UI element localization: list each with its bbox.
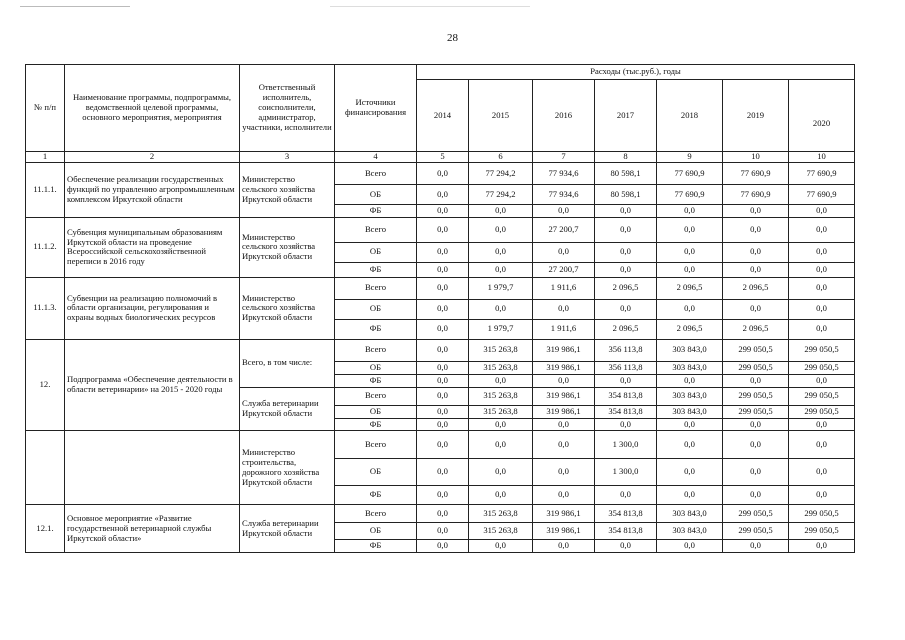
amount-cell: 299 050,5: [723, 339, 789, 361]
amount-cell: 319 986,1: [533, 505, 595, 523]
amount-cell: 299 050,5: [789, 505, 855, 523]
scan-artifact-right: [330, 6, 530, 7]
funding-source: ОБ: [335, 405, 417, 418]
amount-cell: 0,0: [417, 540, 469, 553]
amount-cell: 0,0: [595, 540, 657, 553]
amount-cell: 299 050,5: [789, 361, 855, 374]
column-number: 1: [26, 152, 65, 163]
funding-source: Всего: [335, 505, 417, 523]
amount-cell: 315 263,8: [469, 387, 533, 405]
column-number: 10: [723, 152, 789, 163]
amount-cell: 0,0: [417, 217, 469, 242]
amount-cell: 0,0: [723, 374, 789, 387]
row-name: Субвенции на реализацию полномочий в области организации, регулирования и охраны водных биологических ресурсов: [65, 277, 240, 339]
amount-cell: 0,0: [417, 405, 469, 418]
row-responsible: Служба ветеринарии Иркутской области: [240, 387, 335, 431]
amount-cell: 0,0: [657, 459, 723, 486]
row-name: Подпрограмма «Обеспечение деятельности в области ветеринарии» на 2015 - 2020 годы: [65, 339, 240, 431]
row-index: 11.1.1.: [26, 163, 65, 218]
amount-cell: 315 263,8: [469, 505, 533, 523]
funding-source: ФБ: [335, 540, 417, 553]
amount-cell: 0,0: [469, 374, 533, 387]
amount-cell: 0,0: [789, 486, 855, 505]
amount-cell: 354 813,8: [595, 387, 657, 405]
amount-cell: 0,0: [657, 486, 723, 505]
row-index: 12.: [26, 339, 65, 431]
amount-cell: 0,0: [469, 242, 533, 262]
funding-source: ОБ: [335, 523, 417, 540]
amount-cell: 315 263,8: [469, 361, 533, 374]
amount-cell: 0,0: [417, 319, 469, 339]
amount-cell: 0,0: [723, 486, 789, 505]
funding-source: Всего: [335, 387, 417, 405]
header-name: Наименование программы, подпрограммы, ведомственной целевой программы, основного мероприятия, мероприятия: [65, 65, 240, 152]
amount-cell: 0,0: [417, 374, 469, 387]
column-number: 4: [335, 152, 417, 163]
amount-cell: 0,0: [417, 361, 469, 374]
amount-cell: 0,0: [533, 459, 595, 486]
scan-artifact-left: [20, 6, 130, 7]
header-num: № п/п: [26, 65, 65, 152]
funding-source: ОБ: [335, 361, 417, 374]
amount-cell: 77 294,2: [469, 163, 533, 185]
amount-cell: 0,0: [657, 262, 723, 277]
amount-cell: 0,0: [789, 277, 855, 299]
amount-cell: 1 979,7: [469, 277, 533, 299]
header-source: Источники финансирования: [335, 65, 417, 152]
funding-source: ФБ: [335, 486, 417, 505]
amount-cell: 354 813,8: [595, 505, 657, 523]
column-number: 9: [657, 152, 723, 163]
amount-cell: 0,0: [595, 262, 657, 277]
amount-cell: 0,0: [657, 418, 723, 431]
amount-cell: 303 843,0: [657, 505, 723, 523]
row-index: 11.1.3.: [26, 277, 65, 339]
row-index: [26, 431, 65, 505]
amount-cell: 0,0: [469, 540, 533, 553]
funding-source: Всего: [335, 217, 417, 242]
amount-cell: 0,0: [533, 486, 595, 505]
amount-cell: 319 986,1: [533, 361, 595, 374]
amount-cell: 0,0: [469, 486, 533, 505]
column-number: 5: [417, 152, 469, 163]
amount-cell: 2 096,5: [657, 277, 723, 299]
header-year: 2015: [469, 80, 533, 152]
amount-cell: 0,0: [789, 299, 855, 319]
funding-source: ФБ: [335, 374, 417, 387]
amount-cell: 0,0: [533, 418, 595, 431]
amount-cell: 1 300,0: [595, 459, 657, 486]
amount-cell: 0,0: [723, 262, 789, 277]
amount-cell: 0,0: [469, 418, 533, 431]
amount-cell: 0,0: [533, 540, 595, 553]
row-name: [65, 431, 240, 505]
amount-cell: 315 263,8: [469, 405, 533, 418]
amount-cell: 315 263,8: [469, 339, 533, 361]
header-year: 2018: [657, 80, 723, 152]
amount-cell: 0,0: [789, 217, 855, 242]
funding-source: Всего: [335, 277, 417, 299]
amount-cell: 0,0: [469, 431, 533, 459]
amount-cell: 2 096,5: [723, 319, 789, 339]
amount-cell: 0,0: [723, 299, 789, 319]
amount-cell: 0,0: [469, 262, 533, 277]
amount-cell: 0,0: [595, 418, 657, 431]
amount-cell: 299 050,5: [723, 523, 789, 540]
header-expenses: Расходы (тыс.руб.), годы: [417, 65, 855, 80]
amount-cell: 0,0: [595, 299, 657, 319]
amount-cell: 77 690,9: [789, 185, 855, 205]
row-name: Субвенция муниципальным образованиям Иркутской области на проведение Всероссийской сельскохозяйственной переписи в 2016 году: [65, 217, 240, 277]
amount-cell: 0,0: [789, 418, 855, 431]
amount-cell: 299 050,5: [723, 405, 789, 418]
amount-cell: 0,0: [657, 217, 723, 242]
amount-cell: 356 113,8: [595, 361, 657, 374]
amount-cell: 319 986,1: [533, 387, 595, 405]
funding-source: Всего: [335, 339, 417, 361]
page-number: 28: [447, 32, 458, 44]
column-number: 2: [65, 152, 240, 163]
amount-cell: 319 986,1: [533, 405, 595, 418]
column-number: 7: [533, 152, 595, 163]
funding-source: Всего: [335, 431, 417, 459]
row-name: Обеспечение реализации государственных функций по управлению агропромышленным комплексом Иркутской области: [65, 163, 240, 218]
amount-cell: 0,0: [789, 459, 855, 486]
funding-source: ФБ: [335, 262, 417, 277]
amount-cell: 303 843,0: [657, 523, 723, 540]
amount-cell: 319 986,1: [533, 339, 595, 361]
amount-cell: 0,0: [417, 339, 469, 361]
row-responsible: Всего, в том числе:: [240, 339, 335, 387]
row-name: Основное мероприятие «Развитие государственной ветеринарной службы Иркутской области»: [65, 505, 240, 553]
amount-cell: 0,0: [723, 205, 789, 218]
amount-cell: 77 690,9: [789, 163, 855, 185]
amount-cell: 0,0: [417, 431, 469, 459]
funding-source: ОБ: [335, 242, 417, 262]
row-index: 12.1.: [26, 505, 65, 553]
budget-table: [25, 64, 855, 553]
amount-cell: 0,0: [789, 540, 855, 553]
table-row: [26, 431, 855, 459]
amount-cell: 1 911,6: [533, 277, 595, 299]
amount-cell: 0,0: [723, 242, 789, 262]
amount-cell: 0,0: [417, 262, 469, 277]
amount-cell: 0,0: [469, 299, 533, 319]
amount-cell: 0,0: [657, 374, 723, 387]
amount-cell: 0,0: [595, 217, 657, 242]
amount-cell: 0,0: [469, 205, 533, 218]
column-number: 3: [240, 152, 335, 163]
amount-cell: 0,0: [533, 374, 595, 387]
amount-cell: 77 690,9: [657, 185, 723, 205]
amount-cell: 0,0: [595, 242, 657, 262]
header-responsible: Ответственный исполнитель, соисполнители, администратор, участники, исполнители: [240, 65, 335, 152]
amount-cell: 77 934,6: [533, 163, 595, 185]
amount-cell: 0,0: [723, 217, 789, 242]
amount-cell: 0,0: [417, 163, 469, 185]
amount-cell: 0,0: [595, 205, 657, 218]
table-row: [26, 277, 855, 299]
column-number-row: [26, 152, 855, 163]
amount-cell: 27 200,7: [533, 262, 595, 277]
funding-source: ФБ: [335, 319, 417, 339]
funding-source: Всего: [335, 163, 417, 185]
amount-cell: 0,0: [789, 242, 855, 262]
amount-cell: 1 300,0: [595, 431, 657, 459]
amount-cell: 0,0: [469, 217, 533, 242]
amount-cell: 0,0: [723, 431, 789, 459]
amount-cell: 27 200,7: [533, 217, 595, 242]
amount-cell: 299 050,5: [723, 361, 789, 374]
amount-cell: 0,0: [417, 459, 469, 486]
amount-cell: 77 690,9: [723, 185, 789, 205]
amount-cell: 80 598,1: [595, 185, 657, 205]
amount-cell: 1 911,6: [533, 319, 595, 339]
amount-cell: 303 843,0: [657, 339, 723, 361]
amount-cell: 0,0: [723, 459, 789, 486]
funding-source: ОБ: [335, 299, 417, 319]
amount-cell: 303 843,0: [657, 361, 723, 374]
row-index: 11.1.2.: [26, 217, 65, 277]
amount-cell: 354 813,8: [595, 523, 657, 540]
header-year: 2014: [417, 80, 469, 152]
amount-cell: 77 294,2: [469, 185, 533, 205]
amount-cell: 299 050,5: [723, 505, 789, 523]
amount-cell: 77 934,6: [533, 185, 595, 205]
amount-cell: 299 050,5: [789, 339, 855, 361]
amount-cell: 354 813,8: [595, 405, 657, 418]
amount-cell: 0,0: [417, 505, 469, 523]
amount-cell: 0,0: [723, 418, 789, 431]
amount-cell: 80 598,1: [595, 163, 657, 185]
amount-cell: 0,0: [723, 540, 789, 553]
amount-cell: 0,0: [657, 242, 723, 262]
column-number: 10: [789, 152, 855, 163]
amount-cell: 0,0: [789, 431, 855, 459]
table-row: [26, 505, 855, 523]
header-year: 2017: [595, 80, 657, 152]
amount-cell: 0,0: [789, 205, 855, 218]
row-responsible: Министерство сельского хозяйства Иркутской области: [240, 217, 335, 277]
amount-cell: 0,0: [789, 374, 855, 387]
amount-cell: 315 263,8: [469, 523, 533, 540]
table-row: [26, 163, 855, 185]
amount-cell: 0,0: [657, 431, 723, 459]
amount-cell: 0,0: [657, 299, 723, 319]
table-row: [26, 339, 855, 361]
funding-source: ОБ: [335, 185, 417, 205]
column-number: 6: [469, 152, 533, 163]
amount-cell: 0,0: [417, 486, 469, 505]
funding-source: ОБ: [335, 459, 417, 486]
row-responsible: Министерство сельского хозяйства Иркутской области: [240, 163, 335, 218]
header-year: 2020: [789, 80, 855, 152]
amount-cell: 2 096,5: [723, 277, 789, 299]
amount-cell: 2 096,5: [595, 277, 657, 299]
row-responsible: Служба ветеринарии Иркутской области: [240, 505, 335, 553]
funding-source: ФБ: [335, 205, 417, 218]
row-responsible: Министерство сельского хозяйства Иркутской области: [240, 277, 335, 339]
amount-cell: 0,0: [417, 242, 469, 262]
amount-cell: 0,0: [417, 299, 469, 319]
amount-cell: 77 690,9: [723, 163, 789, 185]
amount-cell: 0,0: [417, 387, 469, 405]
amount-cell: 0,0: [417, 418, 469, 431]
amount-cell: 0,0: [789, 319, 855, 339]
header-year: 2019: [723, 80, 789, 152]
amount-cell: 299 050,5: [789, 523, 855, 540]
amount-cell: 2 096,5: [595, 319, 657, 339]
amount-cell: 0,0: [595, 374, 657, 387]
amount-cell: 0,0: [533, 205, 595, 218]
amount-cell: 0,0: [789, 262, 855, 277]
header-year: 2016: [533, 80, 595, 152]
amount-cell: 303 843,0: [657, 405, 723, 418]
amount-cell: 0,0: [533, 242, 595, 262]
amount-cell: 0,0: [417, 277, 469, 299]
amount-cell: 299 050,5: [723, 387, 789, 405]
column-number: 8: [595, 152, 657, 163]
amount-cell: 0,0: [533, 431, 595, 459]
funding-source: ФБ: [335, 418, 417, 431]
amount-cell: 77 690,9: [657, 163, 723, 185]
amount-cell: 299 050,5: [789, 405, 855, 418]
amount-cell: 356 113,8: [595, 339, 657, 361]
amount-cell: 0,0: [657, 540, 723, 553]
amount-cell: 1 979,7: [469, 319, 533, 339]
amount-cell: 319 986,1: [533, 523, 595, 540]
amount-cell: 0,0: [595, 486, 657, 505]
amount-cell: 0,0: [417, 523, 469, 540]
amount-cell: 303 843,0: [657, 387, 723, 405]
amount-cell: 299 050,5: [789, 387, 855, 405]
row-responsible: Министерство строительства, дорожного хозяйства Иркутской области: [240, 431, 335, 505]
amount-cell: 2 096,5: [657, 319, 723, 339]
amount-cell: 0,0: [469, 459, 533, 486]
table-row: [26, 217, 855, 242]
amount-cell: 0,0: [417, 185, 469, 205]
amount-cell: 0,0: [533, 299, 595, 319]
amount-cell: 0,0: [657, 205, 723, 218]
amount-cell: 0,0: [417, 205, 469, 218]
